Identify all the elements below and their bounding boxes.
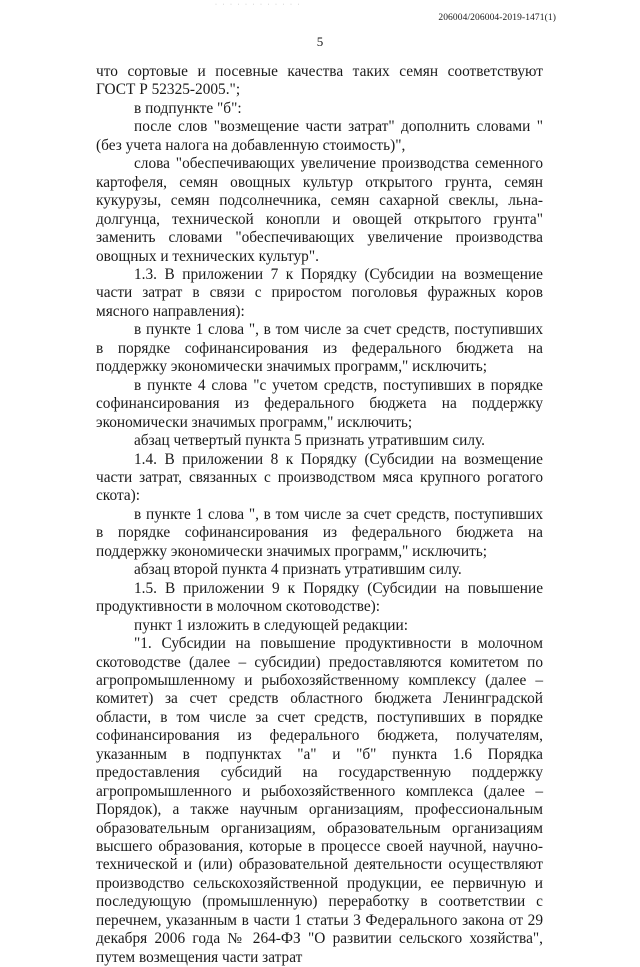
page-number: 5 [316, 34, 324, 49]
paragraph: в пункте 1 слова ", в том числе за счет средств, поступивших в порядке софинансирования из федерального бюджета на поддержку экономически значимых программ," исключить; [96, 321, 543, 376]
paragraph: 1.3. В приложении 7 к Порядку (Субсидии на возмещение части затрат в связи с приростом поголовья фуражных коров мясного направления): [96, 265, 543, 320]
scan-artifact: · · · · · · · · · · · · [215, 2, 302, 6]
document-body [96, 63, 543, 967]
paragraph: после слов "возмещение части затрат" дополнить словами "(без учета налога на добавленную стоимость)", [96, 118, 543, 154]
paragraph: абзац четвертый пункта 5 признать утратившим силу. [134, 432, 486, 450]
paragraph: 1.4. В приложении 8 к Порядку (Субсидии на возмещение части затрат, связанных с производством мяса крупного рогатого скота): [96, 450, 543, 505]
paragraph: абзац второй пункта 4 признать утратившим силу. [134, 561, 462, 579]
paragraph: в пункте 4 слова "с учетом средств, поступивших в порядке софинансирования из федерального бюджета на поддержку экономически значимых программ," исключить; [96, 376, 543, 431]
paragraph: слова "обеспечивающих увеличение производства семенного картофеля, семян овощных культур открытого грунта, семян кукурузы, семян подсолнечника, семян сахарной свеклы, льна-долгунца, технической конопли и овощей открытого грунта" заменить словами "обеспечивающих увеличение производства овощных и технических культур". [96, 155, 543, 265]
paragraph: 1.5. В приложении 9 к Порядку (Субсидии на повышение продуктивности в молочном скотоводстве): [96, 579, 543, 616]
paragraph: пункт 1 изложить в следующей редакции: [134, 616, 408, 634]
paragraph: "1. Субсидии на повышение продуктивности в молочном скотоводстве (далее – субсидии) предоставляются комитетом по агропромышленному и рыбохозяйственному комплексу (далее – комитет) за счет средств областного бюджета Ленинградской области, в том числе за счет средств, поступивших в порядке софинансирования из федерального бюджета, получателям, указанным в подпунктах "а" и "б" пункта 1.6 Порядка предоставления субсидий на государственную поддержку агропромышленного и рыбохозяйственного комплекса (далее – Порядок), а также научным организациям, профессиональным образовательным организациям, образовательным организациям высшего образования, которые в процессе своей научной, научно-технической и (или) образовательной деятельности осуществляют производство сельскохозяйственной продукции, ее первичную и последующую (промышленную) переработку в соответствии с перечнем, указанным в части 1 статьи 3 Федерального закона от 29 декабря 2006 года № 264-ФЗ "О развитии сельского хозяйства", путем возмещения части затрат [96, 635, 543, 966]
document-id: 206004/206004-2019-1471(1) [438, 13, 556, 23]
paragraph: в пункте 1 слова ", в том числе за счет средств, поступивших в порядке софинансирования из федерального бюджета на поддержку экономически значимых программ," исключить; [96, 505, 543, 560]
paragraph: в подпункте "б": [134, 99, 242, 117]
paragraph: что сортовые и посевные качества таких семян соответствуют ГОСТ Р 52325-2005."; [96, 63, 543, 99]
